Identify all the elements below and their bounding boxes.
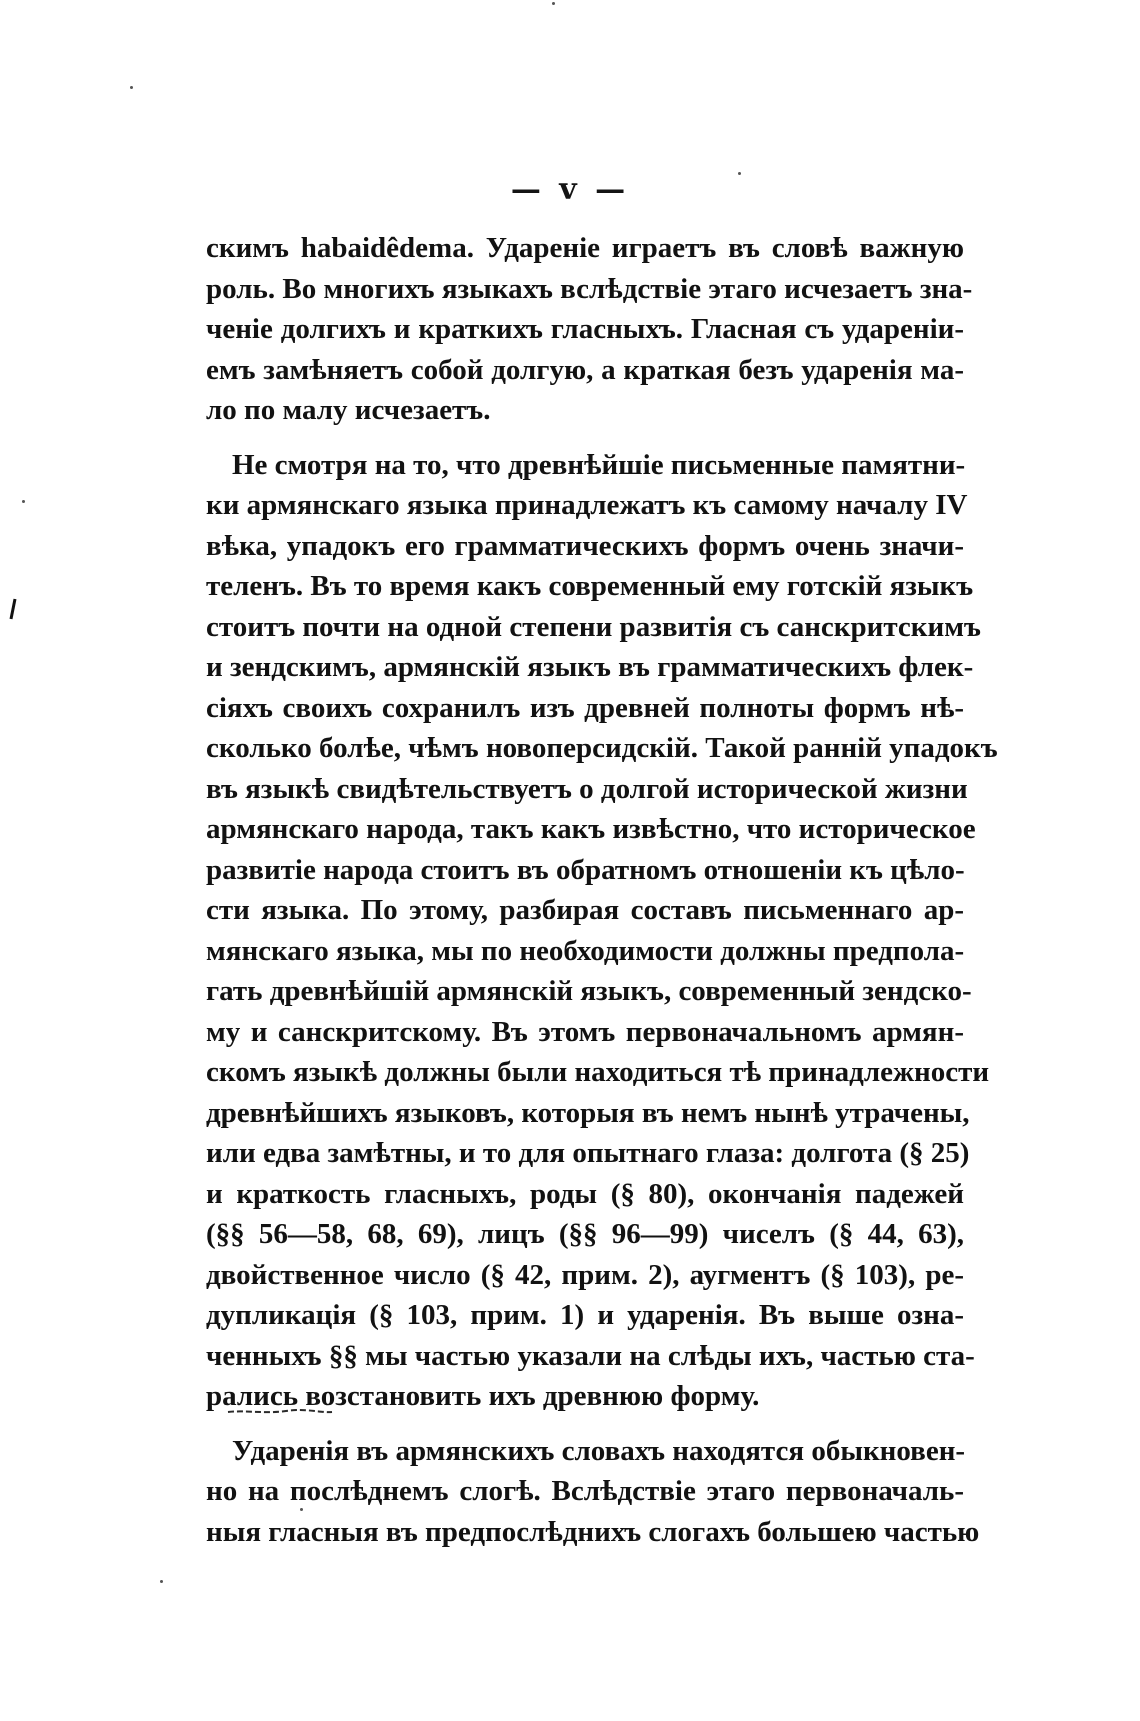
text-line: емъ замѣняетъ собой долгую, а краткая безъ ударенія ма- bbox=[206, 353, 964, 386]
paragraph-first-line: Ударенія въ армянскихъ словахъ находятся обыкновен- bbox=[232, 1434, 966, 1467]
pencil-underline-mark bbox=[226, 1409, 334, 1415]
text-line: роль. Во многихъ языкахъ вслѣдствіе этаго исчезаетъ зна- bbox=[206, 272, 973, 305]
text-line: сіяхъ своихъ сохранилъ изъ древней полноты формъ нѣ- bbox=[206, 691, 964, 724]
text-line: гать древнѣйшій армянскій языкъ, современный зендско- bbox=[206, 975, 972, 1007]
text-line: и краткость гласныхъ, роды (§ 80), окончанія падежей bbox=[206, 1177, 964, 1210]
text-line: ченіе долгихъ и краткихъ гласныхъ. Гласная съ удареніи- bbox=[206, 313, 964, 345]
text-line: или едва замѣтны, и то для опытнаго глаза: долгота (§ 25) bbox=[206, 1137, 970, 1169]
body-text bbox=[206, 228, 998, 1552]
text-line: стоитъ почти на одной степени развитія съ санскритскимъ bbox=[206, 610, 981, 643]
text-line: древнѣйшихъ языковъ, которыя въ немъ нынѣ утрачены, bbox=[206, 1096, 970, 1129]
text-line: ло по малу исчезаетъ. bbox=[206, 394, 491, 426]
text-line: армянскаго народа, такъ какъ извѣстно, что историческое bbox=[206, 813, 976, 845]
text-line: мянскаго языка, мы по необходимости должны предпола- bbox=[206, 934, 965, 967]
text-line: но на послѣднемъ слогѣ. Вслѣдствіе этаго первоначаль- bbox=[206, 1475, 964, 1507]
text-line: ченныхъ §§ мы частью указали на слѣды ихъ, частью ста- bbox=[206, 1339, 975, 1372]
stray-ink-mark bbox=[8, 598, 18, 620]
paragraph-first-line: Не смотря на то, что древнѣйшіе письменные памятни- bbox=[232, 448, 966, 481]
text-line: двойственное число (§ 42, прим. 2), аугментъ (§ 103), ре- bbox=[206, 1258, 964, 1291]
text-line: вѣка, упадокъ его грамматическихъ формъ очень значи- bbox=[206, 529, 964, 562]
text-line: му и санскритскому. Въ этомъ первоначальномъ армян- bbox=[206, 1015, 964, 1048]
paper-speck bbox=[160, 1580, 163, 1583]
text-line: рались возстановить ихъ древнюю форму. bbox=[206, 1380, 760, 1412]
page-number: — v — bbox=[510, 172, 630, 207]
text-line: развитіе народа стоитъ въ обратномъ отношеніи къ цѣло- bbox=[206, 853, 965, 886]
text-line: ки армянскаго языка принадлежатъ къ самому началу IV bbox=[206, 489, 968, 521]
text-line: скомъ языкѣ должны были находиться тѣ принадлежности bbox=[206, 1056, 990, 1088]
paper-speck bbox=[552, 2, 555, 5]
paper-speck bbox=[130, 86, 133, 89]
paper-speck bbox=[300, 1508, 303, 1511]
text-line: теленъ. Въ то время какъ современный ему готскій языкъ bbox=[206, 570, 974, 602]
text-line: (§§ 56—58, 68, 69), лицъ (§§ 96—99) чиселъ (§ 44, 63), bbox=[206, 1218, 964, 1250]
text-line: ныя гласныя въ предпослѣднихъ слогахъ большею частью bbox=[206, 1515, 980, 1548]
text-line: и зендскимъ, армянскій языкъ въ грамматическихъ флек- bbox=[206, 651, 974, 683]
text-line: сти языка. По этому, разбирая составъ письменнаго ар- bbox=[206, 894, 964, 926]
text-line: въ языкѣ свидѣтельствуетъ о долгой исторической жизни bbox=[206, 772, 968, 805]
text-line: скимъ habaidêdema. Удареніе играетъ въ словѣ важную bbox=[206, 232, 964, 264]
paper-speck bbox=[738, 172, 741, 175]
text-line: дупликація (§ 103, прим. 1) и ударенія. Въ выше озна- bbox=[206, 1299, 964, 1331]
paper-speck bbox=[22, 500, 25, 503]
text-line: сколько болѣе, чѣмъ новоперсидскій. Такой ранній упадокъ bbox=[206, 732, 998, 764]
